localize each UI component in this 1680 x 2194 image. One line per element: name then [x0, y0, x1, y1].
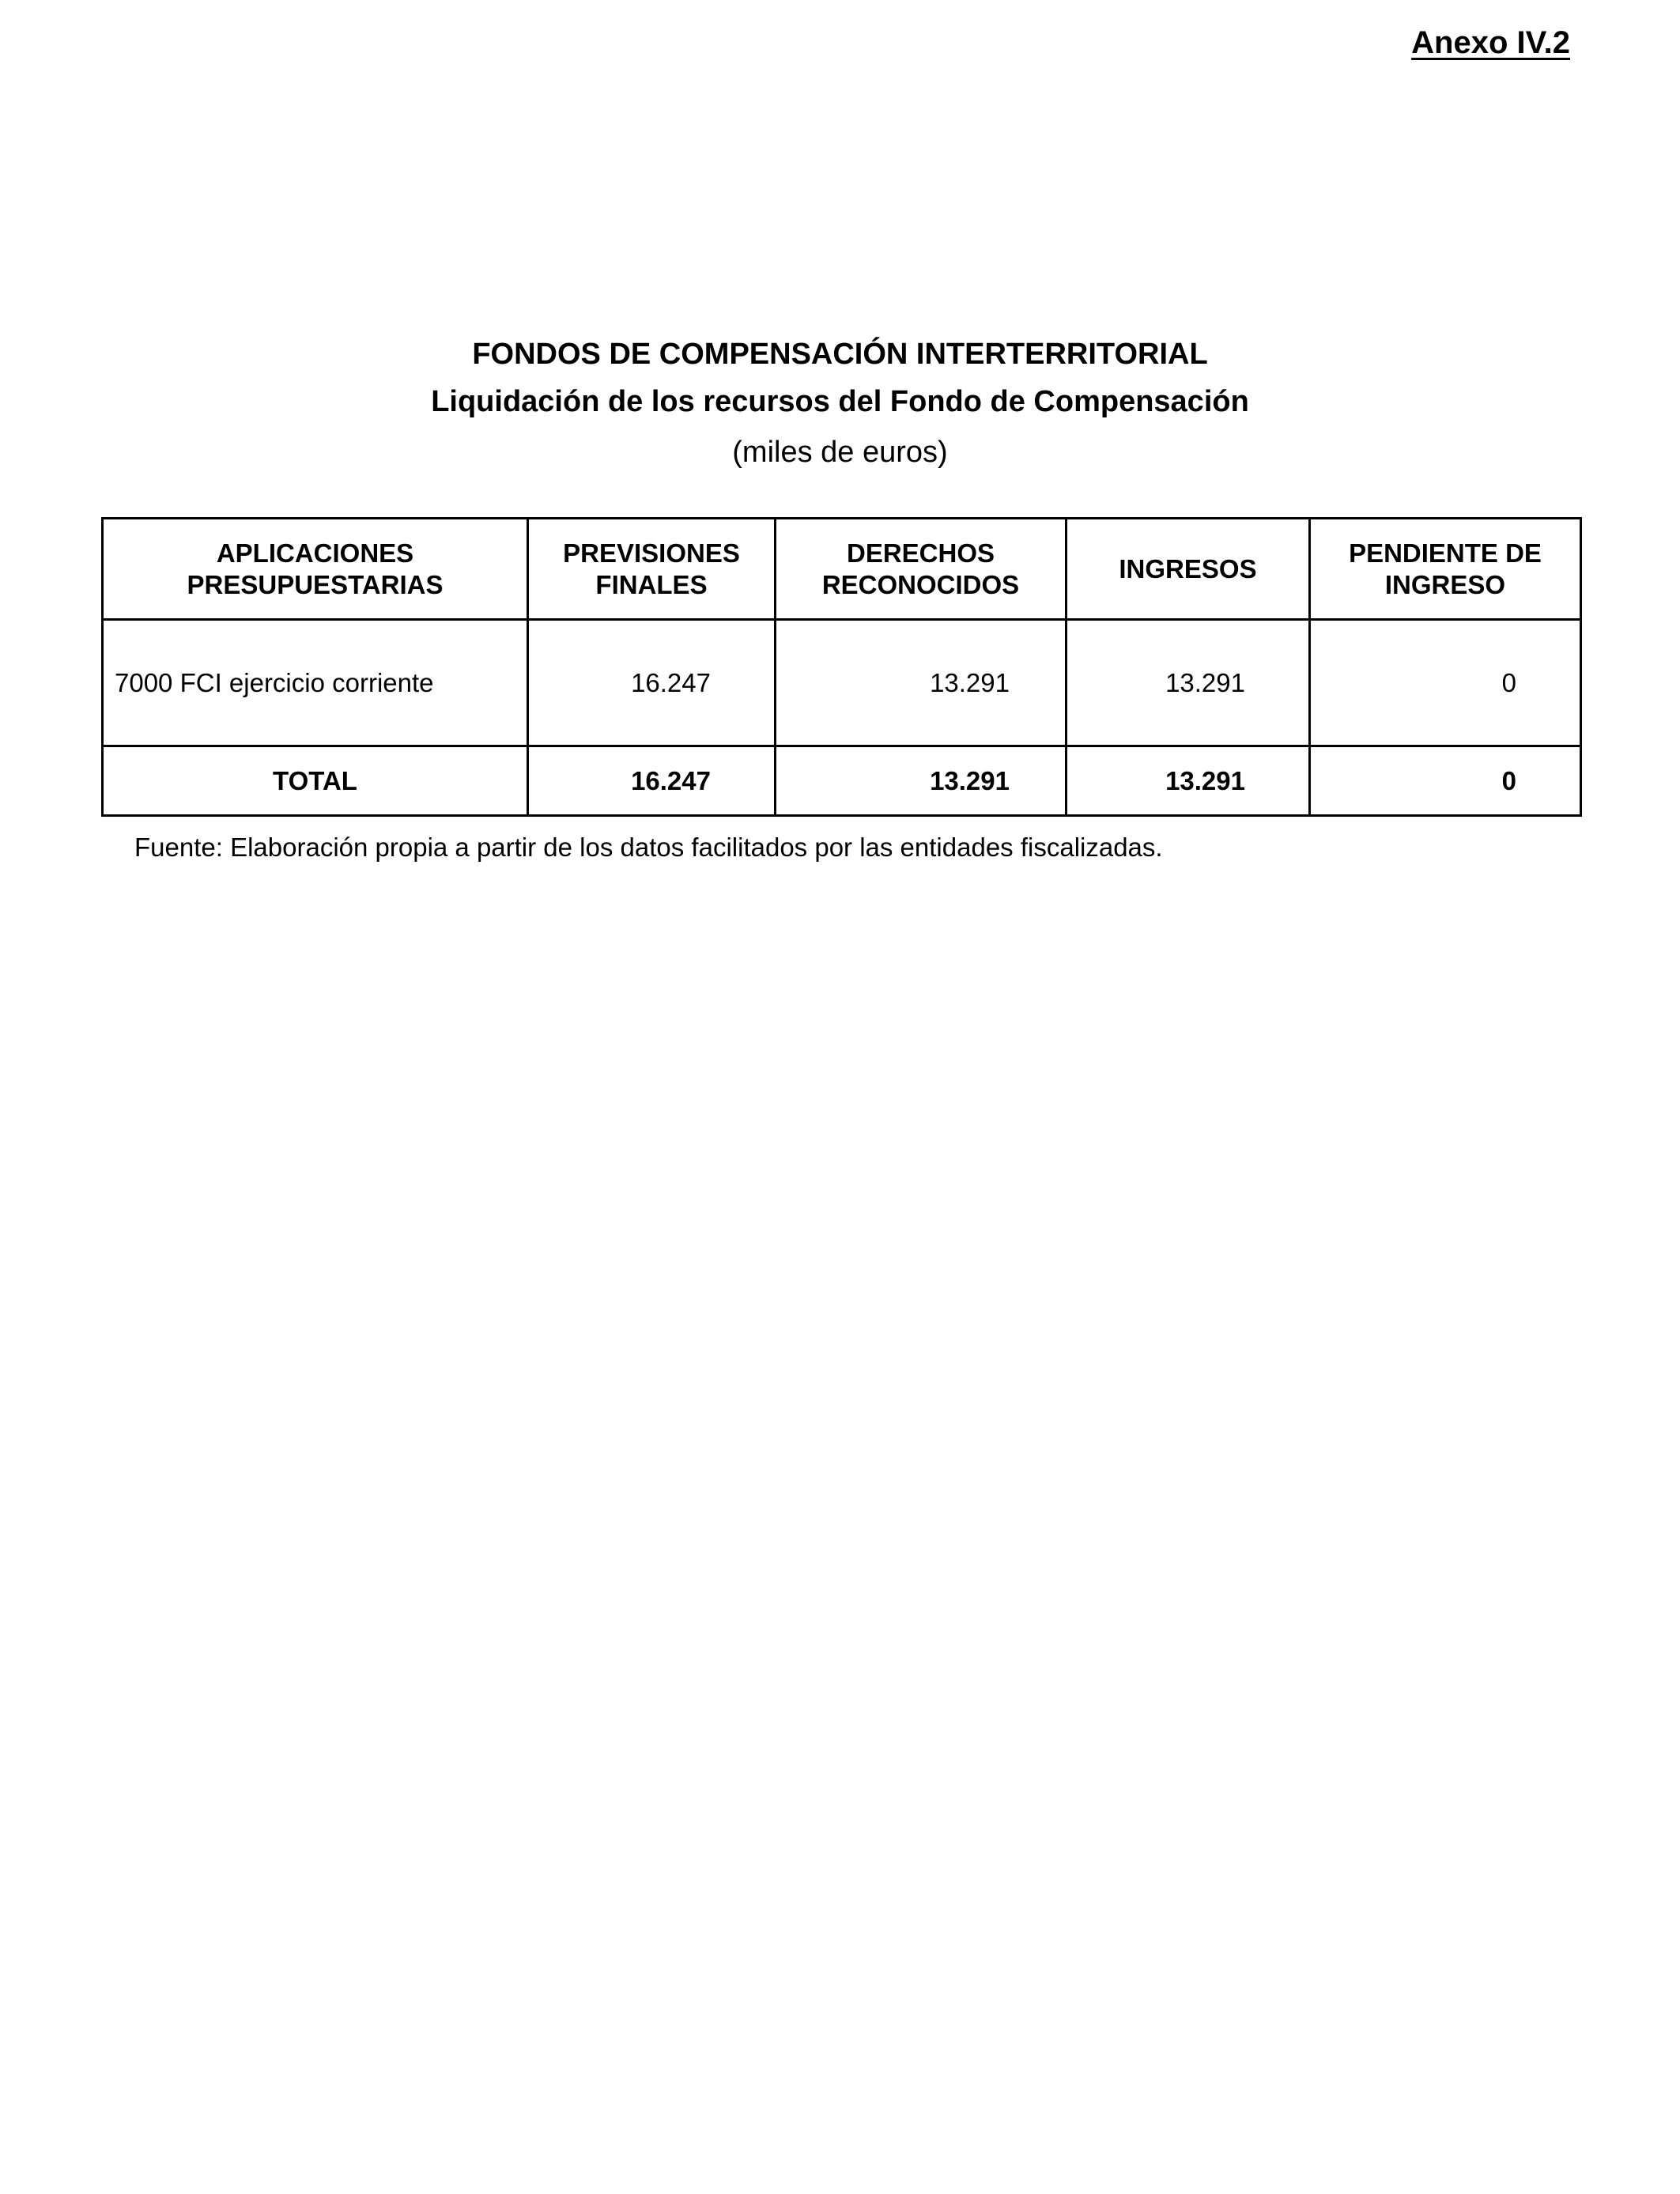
annex-label: Anexo IV.2 [1411, 25, 1570, 60]
total-pendiente: 0 [1310, 746, 1581, 816]
header-aplicaciones: APLICACIONES PRESUPUESTARIAS [103, 519, 528, 620]
total-row [103, 746, 1581, 816]
total-label: TOTAL [103, 746, 528, 816]
table-row [103, 620, 1581, 746]
total-previsiones: 16.247 [528, 746, 776, 816]
header-derechos: DERECHOS RECONOCIDOS [776, 519, 1067, 620]
header-ingresos: INGRESOS [1067, 519, 1310, 620]
table-header-row [103, 519, 1581, 620]
row-ingresos: 13.291 [1067, 620, 1310, 746]
header-previsiones: PREVISIONES FINALES [528, 519, 776, 620]
title-block [0, 330, 1680, 476]
source-note: Fuente: Elaboración propia a partir de los datos facilitados por las entidades fiscalizadas. [134, 833, 1163, 862]
units-label: (miles de euros) [732, 436, 948, 469]
row-derechos: 13.291 [776, 620, 1067, 746]
header-pendiente: PENDIENTE DE INGRESO [1310, 519, 1581, 620]
row-label: 7000 FCI ejercicio corriente [103, 620, 528, 746]
total-ingresos: 13.291 [1067, 746, 1310, 816]
document-title: FONDOS DE COMPENSACIÓN INTERTERRITORIAL [472, 338, 1208, 371]
row-pendiente: 0 [1310, 620, 1581, 746]
document-subtitle: Liquidación de los recursos del Fondo de Compensación [431, 385, 1249, 418]
row-previsiones: 16.247 [528, 620, 776, 746]
liquidation-table [101, 517, 1582, 817]
total-derechos: 13.291 [776, 746, 1067, 816]
